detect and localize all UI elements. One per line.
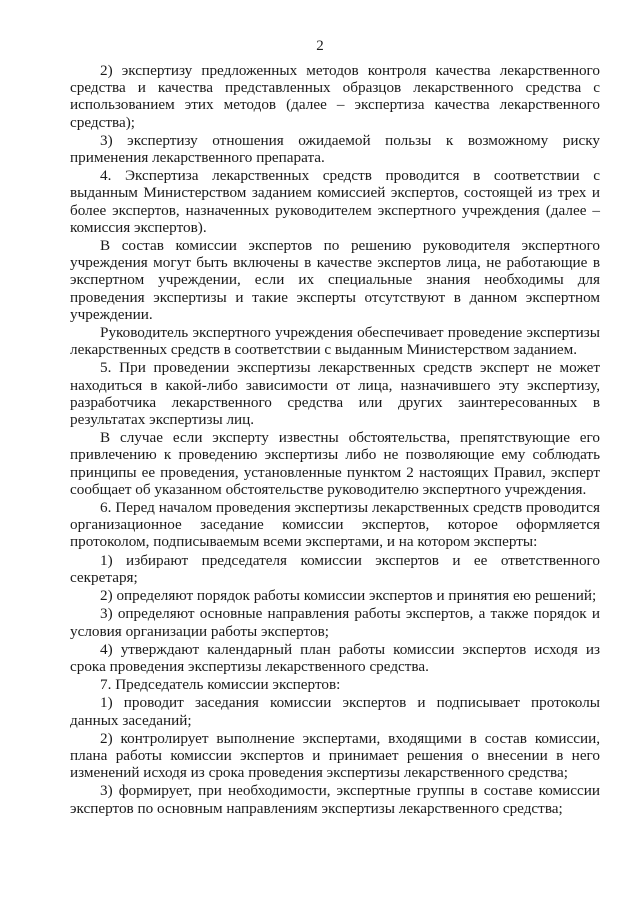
paragraph: 1) проводит заседания комиссии экспертов и подписывает протоколы данных заседаний; bbox=[70, 694, 600, 729]
paragraph: В состав комиссии экспертов по решению руководителя экспертного учреждения могут быть включены в качестве экспертов лица, не работающие в экспертном учреждении, если их специальные знания необходимы для проведения экспертизы и такие эксперты отсутствуют в данном экспертном учреждении. bbox=[70, 237, 600, 323]
page-number: 2 bbox=[316, 38, 324, 54]
paragraph: 6. Перед началом проведения экспертизы лекарственных средств проводится организационное заседание комиссии экспертов, которое оформляется протоколом, подписываемым всеми экспертами, и на котором эксперты: bbox=[70, 499, 600, 551]
document-body bbox=[70, 62, 600, 818]
paragraph: 3) определяют основные направления работы экспертов, а также порядок и условия организации работы экспертов; bbox=[70, 605, 600, 640]
paragraph: 4. Экспертиза лекарственных средств проводится в соответствии с выданным Министерством заданием комиссией экспертов, состоящей из трех и более экспертов, назначенных руководителем экспертного учреждения (далее – комиссия экспертов). bbox=[70, 167, 600, 236]
paragraph: 4) утверждают календарный план работы комиссии экспертов исходя из срока проведения экспертизы лекарственного средства. bbox=[70, 640, 600, 675]
paragraph: Руководитель экспертного учреждения обеспечивает проведение экспертизы лекарственных средств в соответствии с выданным Министерством заданием. bbox=[70, 324, 600, 359]
paragraph: 2) контролирует выполнение экспертами, входящими в состав комиссии, плана работы комиссии экспертов и принимает решения о внесении в него изменений исходя из срока проведения экспертизы лекарственного средства; bbox=[70, 729, 600, 782]
paragraph: 3) экспертизу отношения ожидаемой пользы к возможному риску применения лекарственного препарата. bbox=[70, 131, 600, 167]
paragraph: 1) избирают председателя комиссии экспертов и ее ответственного секретаря; bbox=[70, 551, 600, 586]
paragraph: 2) определяют порядок работы комиссии экспертов и принятия ею решений; bbox=[100, 587, 597, 605]
paragraph: 7. Председатель комиссии экспертов: bbox=[100, 676, 341, 694]
paragraph: 2) экспертизу предложенных методов контроля качества лекарственного средства и качества представленных образцов лекарственного средства с использованием этих методов (далее – экспертиза качества лекарственного средства); bbox=[70, 62, 600, 131]
paragraph: В случае если эксперту известны обстоятельства, препятствующие его привлечению к проведению экспертизы либо не позволяющие ему соблюдать принципы ее проведения, установленные пунктом 2 настоящих Правил, эксперт сообщает об указанном обстоятельстве руководителю экспертного учреждения. bbox=[70, 429, 600, 498]
paragraph: 5. При проведении экспертизы лекарственных средств эксперт не может находиться в какой-либо зависимости от лица, назначившего эту экспертизу, разработчика лекарственного средства или других заинтересованных в результатах экспертизы лиц. bbox=[70, 359, 600, 429]
paragraph: 3) формирует, при необходимости, экспертные группы в составе комиссии экспертов по основным направлениям экспертизы лекарственного средства; bbox=[70, 782, 600, 817]
